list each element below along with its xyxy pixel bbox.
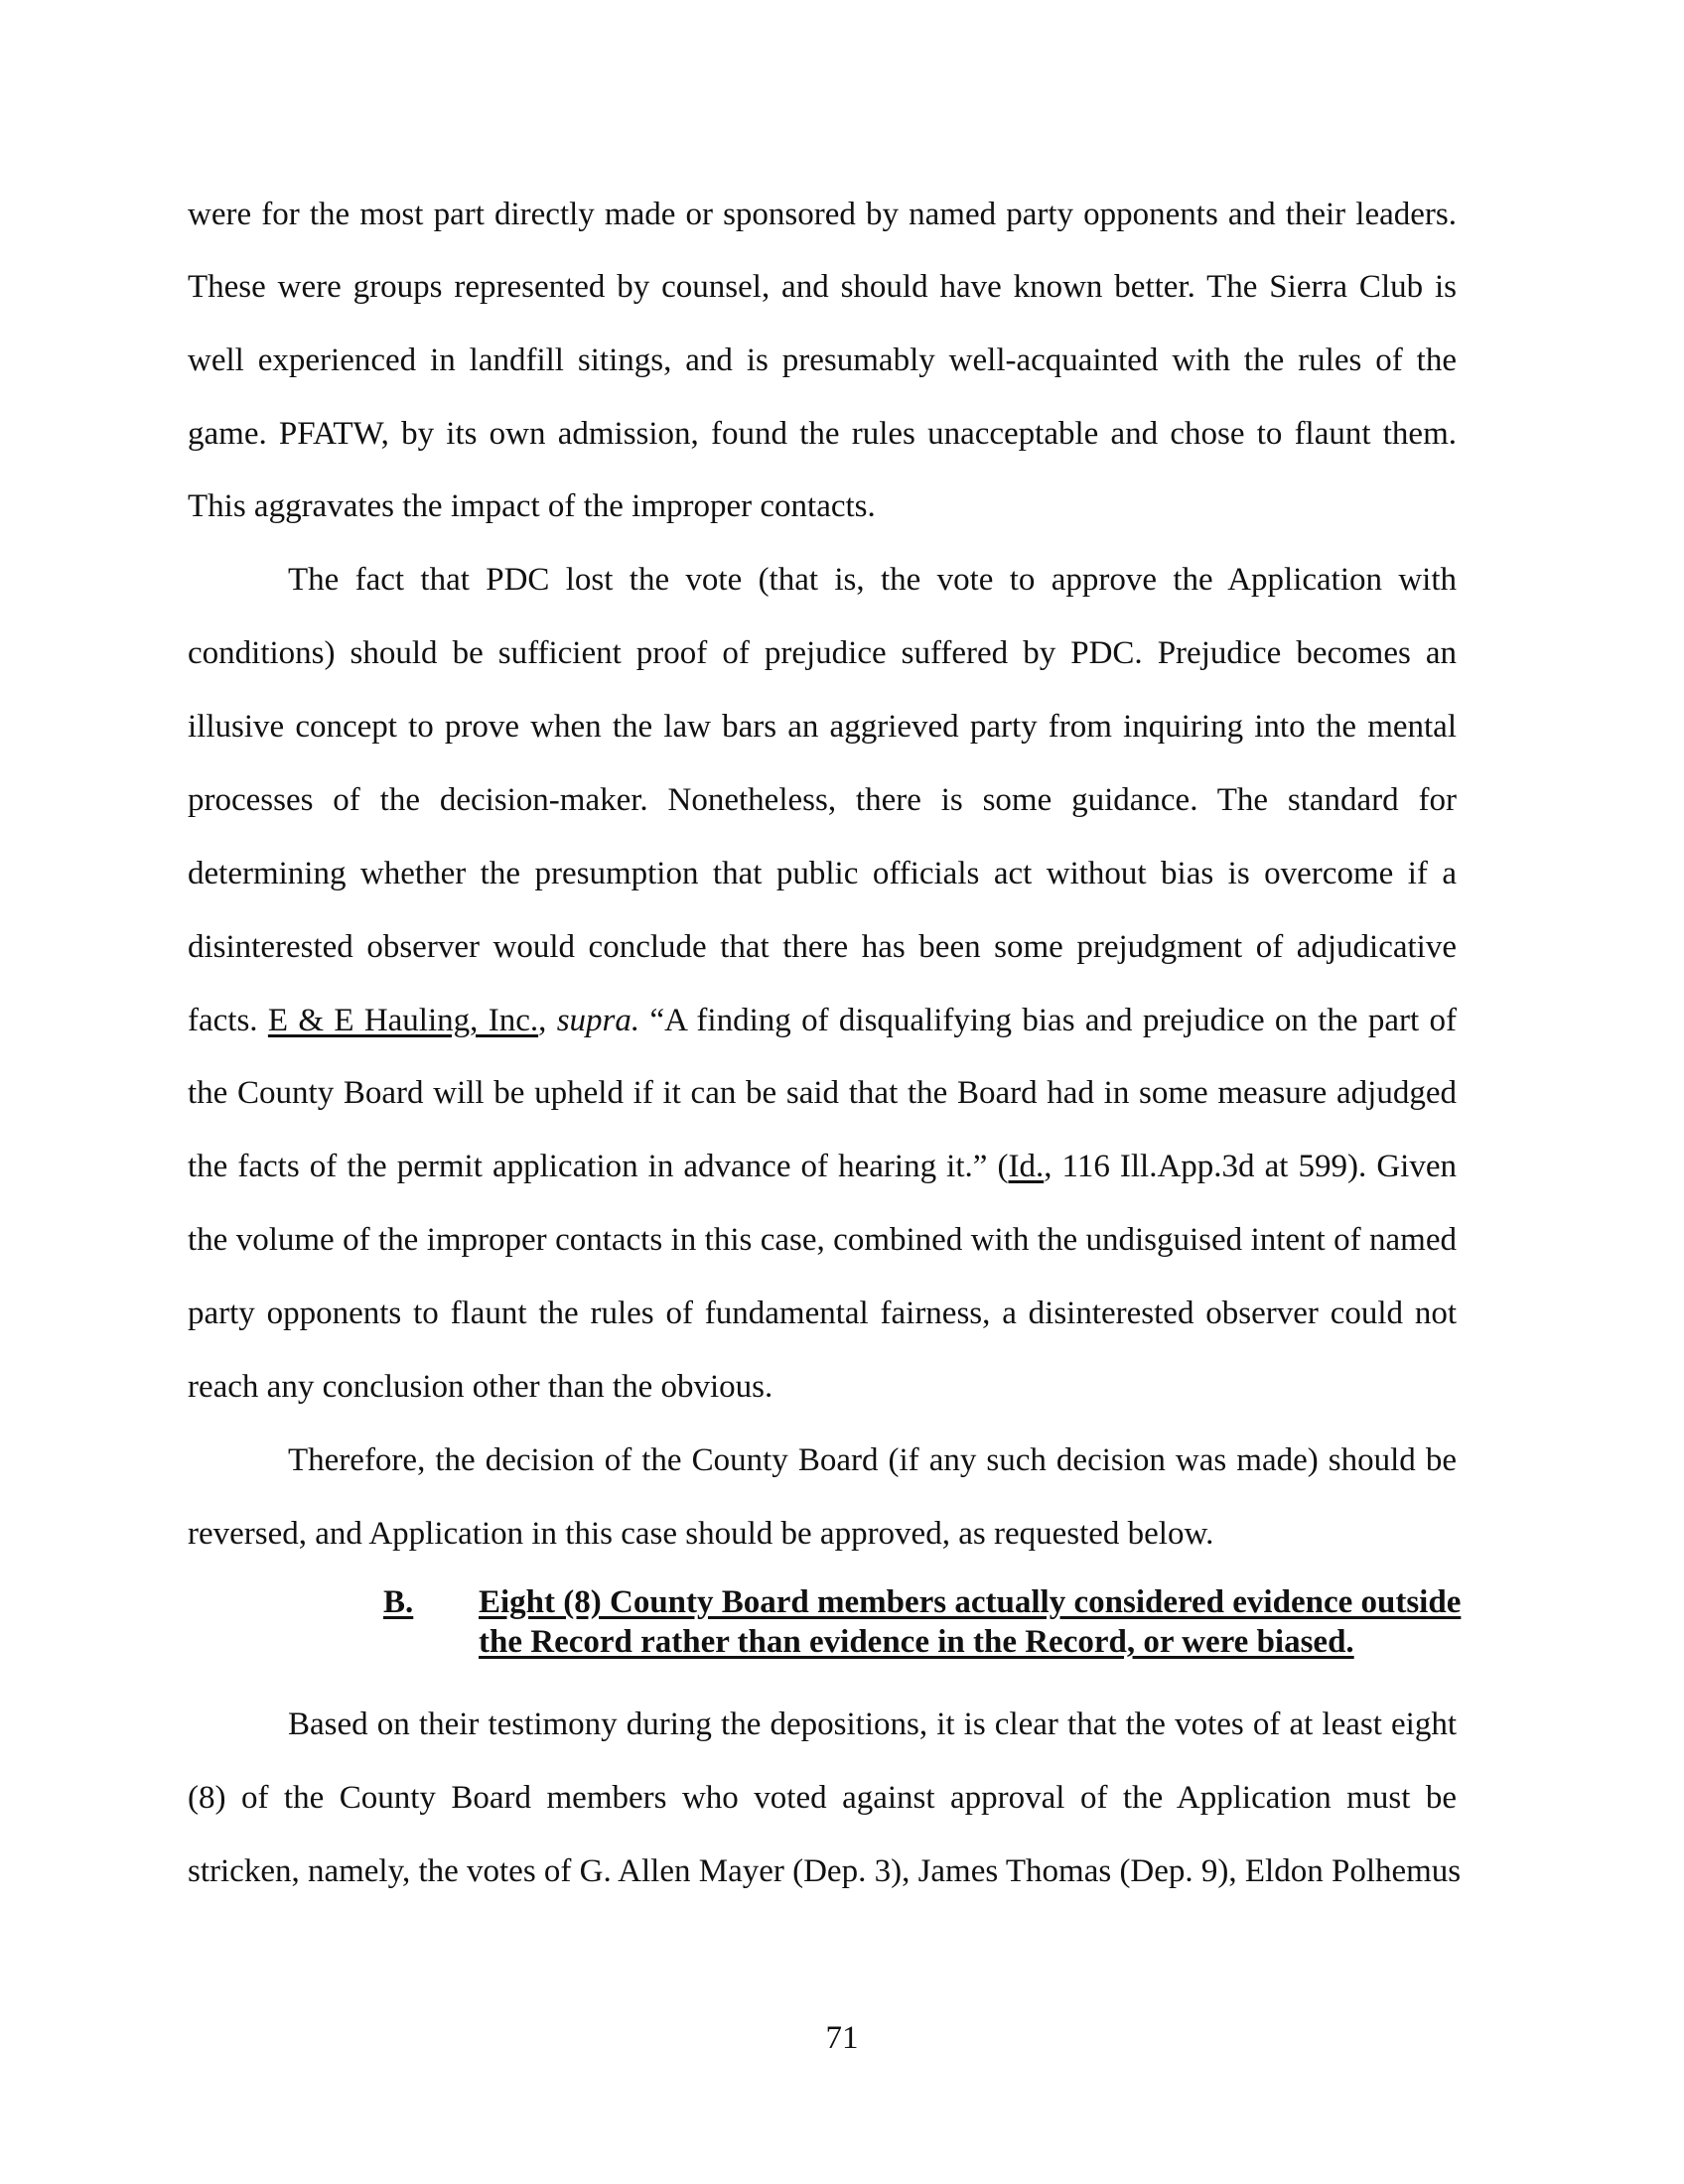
- text-run: “A finding of disqualifying bias and prejudice on the part of: [639, 1003, 1458, 1038]
- id-citation: Id.: [1008, 1149, 1045, 1184]
- section-heading-line: the Record rather than evidence in the Record, or were biased.: [479, 1624, 1354, 1660]
- body-text-line: reach any conclusion other than the obvious.: [188, 1369, 773, 1405]
- body-text-line: disinterested observer would conclude that there has been some prejudgment of adjudicative: [188, 929, 1457, 965]
- body-text-line: illusive concept to prove when the law bars an aggrieved party from inquiring into the mental: [188, 709, 1457, 745]
- body-text-line: determining whether the presumption that public officials act without bias is overcome if a: [188, 856, 1457, 891]
- text-run: , 116 Ill.App.3d at 599). Given: [1044, 1149, 1457, 1184]
- supra-citation: supra.: [556, 1003, 640, 1038]
- body-text-line: Based on their testimony during the depositions, it is clear that the votes of at least eight: [288, 1706, 1457, 1742]
- body-text-line: well experienced in landfill sitings, and is presumably well-acquainted with the rules of the: [188, 342, 1457, 378]
- body-text-line: the County Board will be upheld if it can be said that the Board had in some measure adjudged: [188, 1075, 1457, 1111]
- body-text-line: game. PFATW, by its own admission, found the rules unacceptable and chose to flaunt them.: [188, 416, 1457, 452]
- body-text-line: [188, 1001, 1457, 1040]
- body-text-line: reversed, and Application in this case should be approved, as requested below.: [188, 1516, 1214, 1552]
- body-text-line: These were groups represented by counsel, and should have known better. The Sierra Club is: [188, 269, 1457, 305]
- body-text-line: the volume of the improper contacts in this case, combined with the undisguised intent of named: [188, 1222, 1457, 1258]
- section-heading-line: Eight (8) County Board members actually considered evidence outside: [479, 1584, 1462, 1620]
- section-heading-label: B.: [383, 1584, 414, 1620]
- body-text-line: (8) of the County Board members who voted against approval of the Application must be: [188, 1780, 1457, 1816]
- page-number: 71: [825, 2020, 859, 2056]
- body-text-line: [188, 1147, 1457, 1186]
- text-run: facts.: [188, 1003, 268, 1038]
- body-text-line: party opponents to flaunt the rules of fundamental fairness, a disinterested observer could not: [188, 1296, 1457, 1331]
- text-run: the facts of the permit application in advance of hearing it.” (: [188, 1149, 1009, 1184]
- body-text-line: processes of the decision-maker. Nonetheless, there is some guidance. The standard for: [188, 782, 1457, 818]
- body-text-line: were for the most part directly made or sponsored by named party opponents and their leaders.: [188, 197, 1457, 232]
- body-text-line: This aggravates the impact of the improper contacts.: [188, 488, 876, 524]
- text-run: ,: [538, 1003, 557, 1038]
- case-citation: E & E Hauling, Inc.: [267, 1003, 539, 1038]
- body-text-line: The fact that PDC lost the vote (that is, the vote to approve the Application with: [288, 562, 1457, 598]
- body-text-line: conditions) should be sufficient proof of prejudice suffered by PDC. Prejudice becomes an: [188, 635, 1457, 671]
- body-text-line: stricken, namely, the votes of G. Allen Mayer (Dep. 3), James Thomas (Dep. 9), Eldon Polhemus: [188, 1853, 1462, 1889]
- body-text-line: Therefore, the decision of the County Board (if any such decision was made) should be: [288, 1442, 1457, 1478]
